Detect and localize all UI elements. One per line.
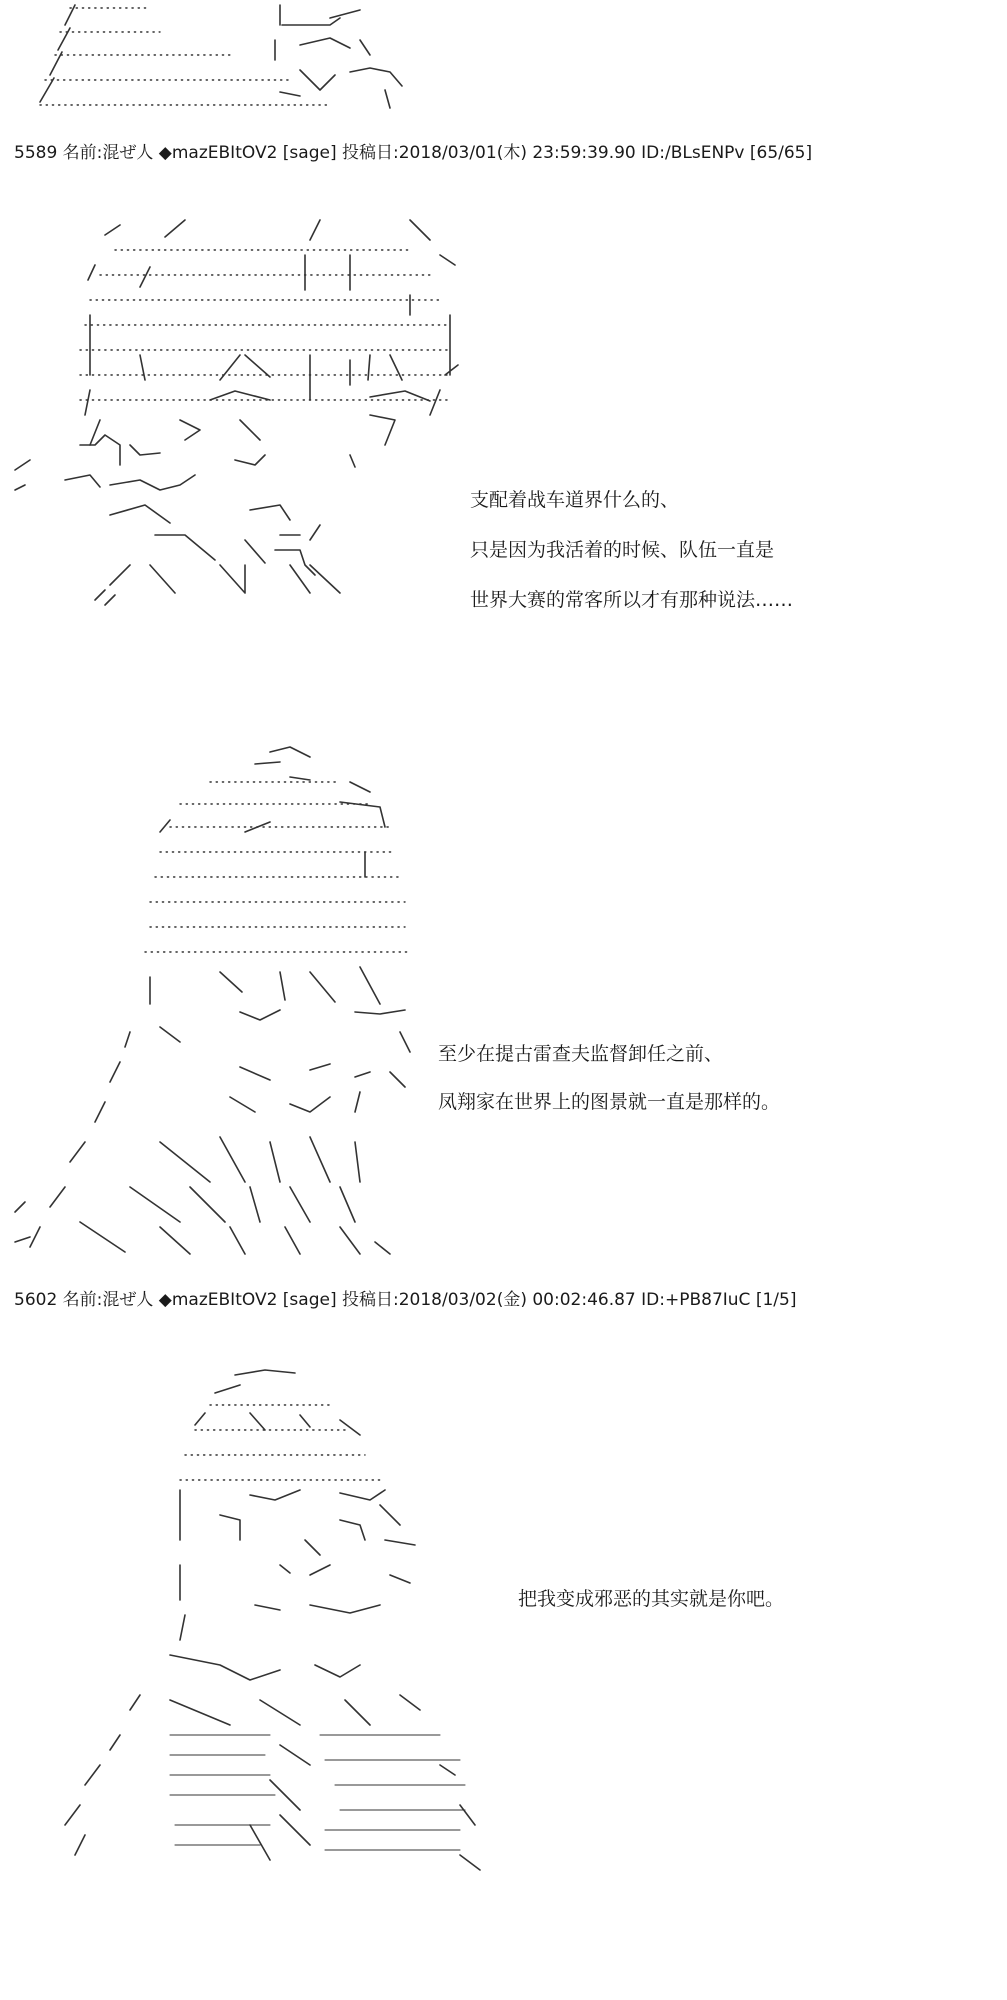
post-header-5589: 5589 名前:混ぜ人 ◆mazEBItOV2 [sage] 投稿日:2018/03/01(木) 23:59:39.90 ID:/BLsENPv [65/65] (14, 143, 813, 163)
ascii-art-figure-woman (10, 742, 430, 1262)
post-5589-line-2: 只是因为我活着的时候、队伍一直是 (470, 539, 775, 561)
post-2-line-1: 至少在提古雷查夫监督卸任之前、 (438, 1043, 724, 1065)
post-5589-line-3: 世界大赛的常客所以才有那种说法…… (470, 589, 794, 611)
post-5602-line-1: 把我变成邪恶的其实就是你吧。 (518, 1588, 785, 1610)
post-5589-line-1: 支配着战车道界什么的、 (470, 489, 680, 511)
ascii-art-figure-girl-1 (10, 205, 470, 610)
ascii-art-figure-top (30, 0, 430, 115)
ascii-art-figure-girl-2 (40, 1365, 490, 1885)
post-2-line-2: 凤翔家在世界上的图景就一直是那样的。 (438, 1091, 781, 1113)
post-header-5602: 5602 名前:混ぜ人 ◆mazEBItOV2 [sage] 投稿日:2018/03/02(金) 00:02:46.87 ID:+PB87IuC [1/5] (14, 1290, 797, 1310)
